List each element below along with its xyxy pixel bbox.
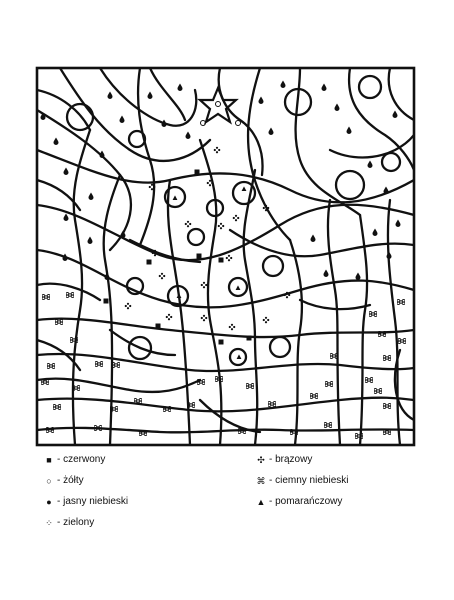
legend-label-yellow: - żółty — [57, 475, 84, 486]
legend-label-red: - czerwony — [57, 454, 106, 465]
small-triangle-icon: ▲ — [256, 497, 266, 507]
four-dot-icon: ⁘ — [45, 518, 53, 528]
puzzle-lines — [37, 68, 414, 445]
legend-label-dark-blue: - ciemny niebieski — [269, 475, 349, 486]
symbols-red — [104, 170, 252, 345]
filled-square-icon: ■ — [46, 455, 52, 465]
legend-label-light-blue: - jasny niebieski — [57, 496, 129, 507]
command-knot-icon: ⌘ — [256, 476, 266, 486]
water-drop-icon: ● — [46, 497, 52, 507]
legend-label-green: - zielony — [57, 517, 95, 528]
open-circle-icon: ○ — [46, 476, 52, 486]
small-plus-dot-icon: ✣ — [257, 455, 265, 465]
star-shape — [200, 88, 236, 122]
puzzle-circles — [67, 76, 400, 365]
legend-label-brown: - brązowy — [269, 454, 313, 465]
puzzle-frame — [37, 68, 414, 445]
legend-label-orange: - pomarańczowy — [269, 496, 343, 507]
